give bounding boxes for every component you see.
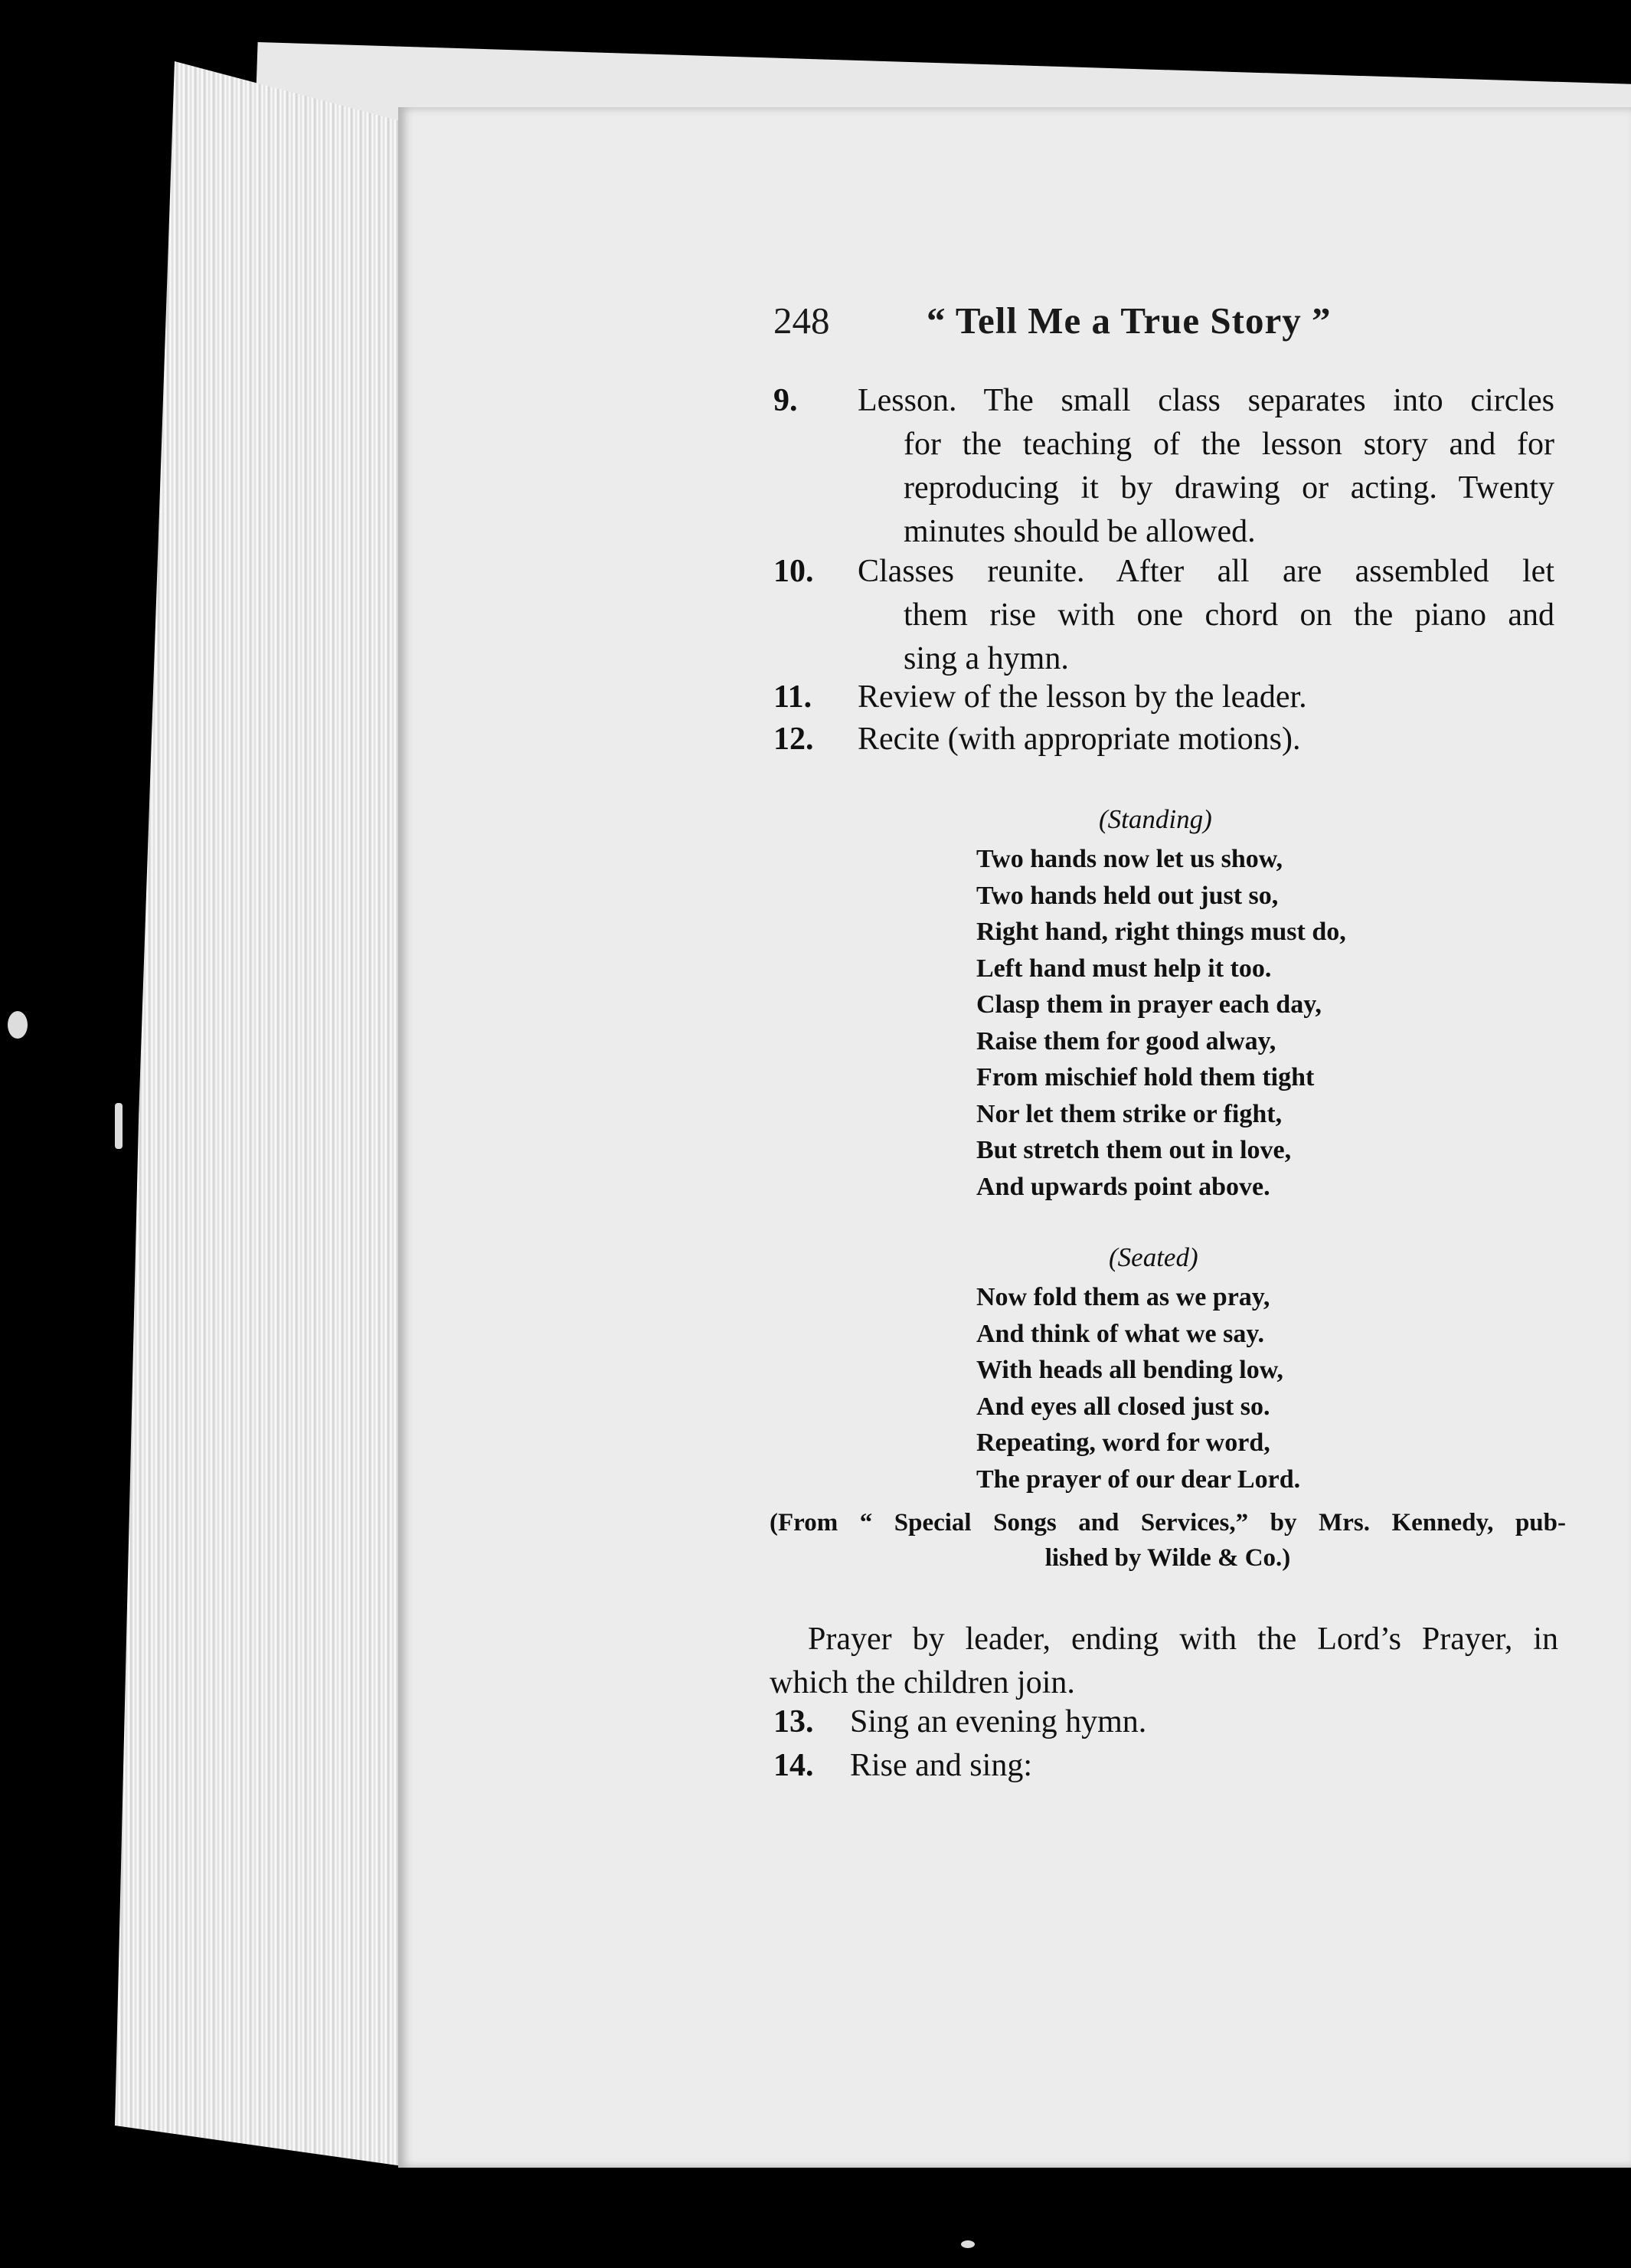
- prayer-paragraph: [770, 1618, 1558, 1705]
- poem-line: With heads all bending low,: [976, 1356, 1283, 1384]
- scan-speck: [961, 2240, 975, 2248]
- list-item-11: [773, 676, 1554, 719]
- item-number: 13.: [773, 1704, 814, 1739]
- poem-line: The prayer of our dear Lord.: [976, 1465, 1301, 1494]
- attribution: [770, 1505, 1566, 1576]
- item-line: Review of the lesson by the leader.: [858, 679, 1307, 715]
- item-line: Recite (with appropriate motions).: [858, 722, 1301, 757]
- item-line: reproducing it by drawing or acting. Twenty: [904, 470, 1554, 506]
- list-item-12: [773, 718, 1554, 761]
- item-text: [858, 718, 1554, 761]
- item-line: Classes reunite. After all are assembled let: [858, 554, 1554, 589]
- item-number: 11.: [773, 679, 812, 715]
- poem-line: From mischief hold them tight: [976, 1063, 1315, 1091]
- stage-direction-seated: (Seated): [1109, 1242, 1198, 1272]
- scan-speck: [115, 1103, 123, 1149]
- item-line: for the teaching of the lesson story and for: [904, 427, 1554, 462]
- page-number: 248: [773, 299, 830, 342]
- poem-line: Two hands held out just so,: [976, 881, 1279, 910]
- item-number: 9.: [773, 383, 798, 418]
- poem-line: And think of what we say.: [976, 1319, 1264, 1348]
- item-line: Lesson. The small class separates into circles: [858, 383, 1554, 418]
- poem-stanza-1: [976, 841, 1436, 1205]
- attribution-line: (From “ Special Songs and Services,” by Mrs. Kennedy, pub-: [770, 1509, 1566, 1537]
- item-text: [858, 676, 1554, 719]
- item-line: minutes should be allowed.: [904, 514, 1256, 549]
- list-item-10: [773, 550, 1554, 681]
- list-item-14: [773, 1744, 1554, 1788]
- poem-line: Now fold them as we pray,: [976, 1283, 1270, 1311]
- poem-line: And eyes all closed just so.: [976, 1392, 1270, 1421]
- scan-speck: [8, 1011, 28, 1039]
- running-title: “ Tell Me a True Story ”: [927, 299, 1332, 342]
- poem-line: But stretch them out in love,: [976, 1136, 1292, 1164]
- item-line: them rise with one chord on the piano and: [904, 597, 1554, 633]
- stage-direction-standing: (Standing): [1099, 804, 1212, 834]
- list-item-13: [773, 1700, 1554, 1744]
- item-text: Rise and sing:: [850, 1748, 1032, 1783]
- item-number: 14.: [773, 1748, 814, 1783]
- list-item-9: [773, 379, 1554, 554]
- poem-line: Clasp them in prayer each day,: [976, 990, 1322, 1019]
- attribution-line: lished by Wilde & Co.): [1044, 1544, 1291, 1572]
- item-number: 10.: [773, 554, 814, 589]
- paragraph-line: which the children join.: [770, 1665, 1075, 1700]
- poem-line: Two hands now let us show,: [976, 845, 1283, 873]
- poem-line: Right hand, right things must do,: [976, 918, 1346, 946]
- poem-line: Nor let them strike or fight,: [976, 1099, 1283, 1128]
- poem-line: Repeating, word for word,: [976, 1429, 1270, 1457]
- poem-line: Left hand must help it too.: [976, 954, 1272, 983]
- poem-line: And upwards point above.: [976, 1172, 1270, 1201]
- item-line: sing a hymn.: [904, 641, 1069, 676]
- item-text: Sing an evening hymn.: [850, 1704, 1147, 1739]
- item-number: 12.: [773, 722, 814, 757]
- paragraph-line: Prayer by leader, ending with the Lord’s Prayer, in: [808, 1622, 1558, 1657]
- poem-line: Raise them for good alway,: [976, 1026, 1276, 1055]
- item-text: [858, 550, 1554, 681]
- item-text: [858, 379, 1554, 554]
- page-edges: [115, 61, 413, 2168]
- poem-stanza-2: [976, 1279, 1436, 1497]
